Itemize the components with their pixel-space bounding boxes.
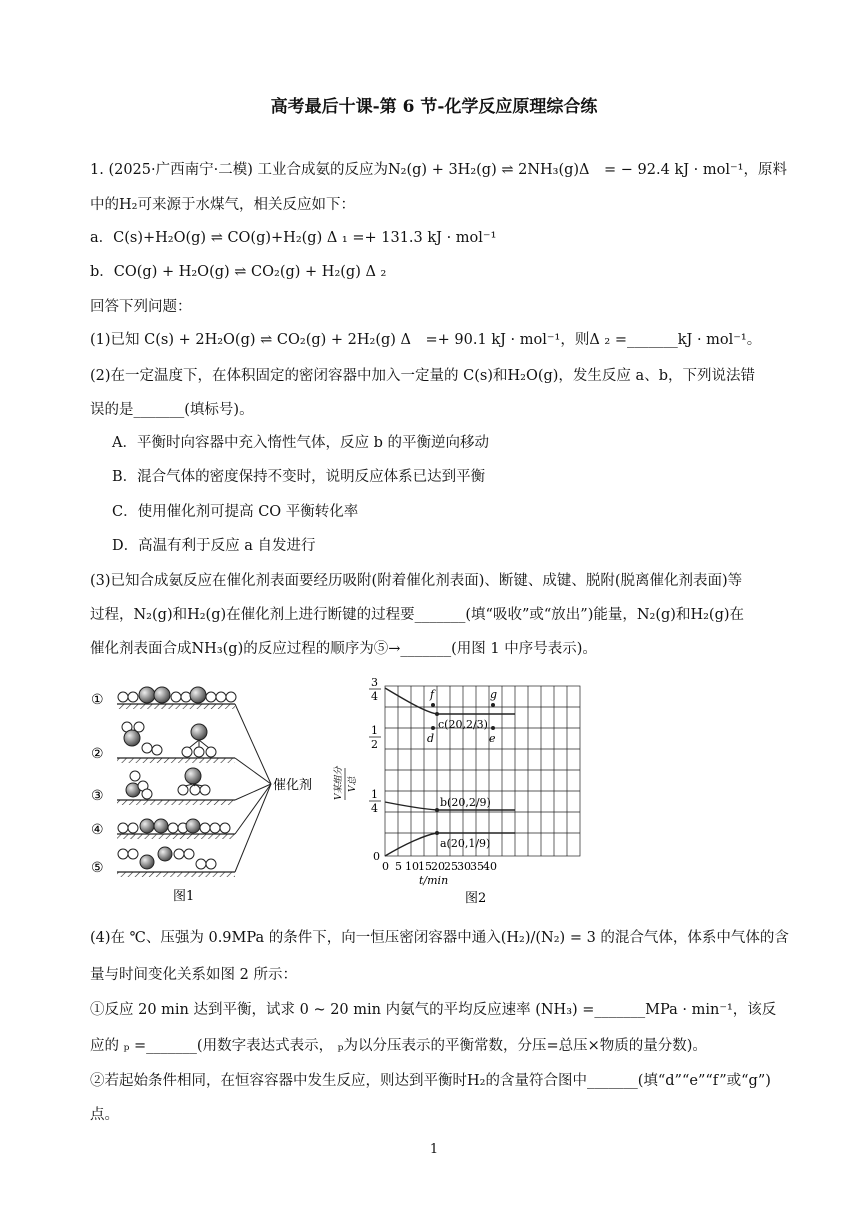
y-tick-1-4-num: 1 xyxy=(371,788,378,801)
step-label-4: ④ xyxy=(91,822,104,838)
part3-line2: 过程，N₂(g)和H₂(g)在催化剂上进行断键的过程要_______(填“吸收”或“放出”)能量，N₂(g)和H₂(g)在 xyxy=(90,607,745,623)
x-tick: 0 xyxy=(382,860,389,873)
grid xyxy=(385,686,580,856)
label-g: g xyxy=(490,688,498,701)
label-b: b(20,2/9) xyxy=(440,796,491,809)
step-label-2: ② xyxy=(91,746,104,762)
label-e: e xyxy=(489,732,496,745)
part3-line1: (3)已知合成氨反应在催化剂表面要经历吸附(附着催化剂表面)、断键、成键、脱附(脱离催化剂表面)等 xyxy=(90,573,743,589)
row4-molecules xyxy=(118,819,230,833)
x-tick: 35 xyxy=(470,860,484,873)
part4-q2-line1: ②若起始条件相同，在恒容容器中发生反应，则达到平衡时H₂的含量符合图中_______(填“d”“e”“f”或“g”) xyxy=(90,1073,771,1089)
y-tick-3-4-num: 3 xyxy=(371,676,378,689)
part4-q1-line1: ①反应 20 min 达到平衡，试求 0 ~ 20 min 内氨气的平均反应速率 (NH₃) =_______MPa · min⁻¹，该反 xyxy=(90,1002,777,1018)
x-ticks xyxy=(382,860,497,873)
label-f: f xyxy=(430,688,435,701)
point-a xyxy=(435,831,439,835)
part4-q2-line2: 点。 xyxy=(90,1107,119,1123)
step-label-1: ① xyxy=(91,692,104,708)
x-tick: 15 xyxy=(418,860,432,873)
point-c xyxy=(435,712,439,716)
label-d: d xyxy=(427,732,435,745)
y-tick-1-2-den: 2 xyxy=(371,738,378,751)
part4-line2: 量与时间变化关系如图 2 所示： xyxy=(90,967,297,983)
row1-molecules xyxy=(118,687,236,703)
figure1-caption: 图1 xyxy=(173,889,195,902)
page-number: 1 xyxy=(429,1142,439,1157)
label-a: a(20,1/9) xyxy=(440,837,491,850)
x-tick: 20 xyxy=(431,860,445,873)
label-c: c(20,2/3) xyxy=(438,718,488,731)
answer-prompt: 回答下列问题： xyxy=(90,299,192,315)
point-b xyxy=(435,808,439,812)
row5-molecules xyxy=(118,847,216,869)
option-d: D．高温有利于反应 a 自发进行 xyxy=(112,538,316,554)
x-tick: 25 xyxy=(444,860,458,873)
row2-molecules xyxy=(122,722,216,757)
part4-line1: (4)在 ℃、压强为 0.9MPa 的条件下，向一恒压密闭容器中通入(H₂)/(N₂) = 3 的混合气体，体系中气体的含 xyxy=(90,930,789,946)
step-label-5: ⑤ xyxy=(91,860,104,876)
catalyst-label: 催化剂 xyxy=(273,778,313,793)
point-f xyxy=(431,703,435,707)
x-tick: 5 xyxy=(395,860,402,873)
part4-q1-line2: 应的 ₚ =_______(用数字表达式表示， ₚ为以分压表示的平衡常数，分压=总压×物质的量分数)。 xyxy=(90,1038,707,1054)
y-label-denominator: V总 xyxy=(348,776,358,792)
x-axis-label: t/min xyxy=(419,874,449,887)
point-d xyxy=(431,726,435,730)
x-tick: 40 xyxy=(483,860,497,873)
part1: (1)已知 C(s) + 2H₂O(g) ⇌ CO₂(g) + 2H₂(g) Δ =+ 90.1 kJ · mol⁻¹，则Δ ₂ =_______kJ · mol⁻¹。 xyxy=(90,332,762,348)
y-tick-1-2-num: 1 xyxy=(371,724,378,737)
row3-molecules xyxy=(126,768,210,799)
reaction-a: a．C(s)+H₂O(g) ⇌ CO(g)+H₂(g) Δ ₁ =+ 131.3 kJ · mol⁻¹ xyxy=(90,230,497,246)
q1-intro-line1: 1. (2025·广西南宁·二模) 工业合成氨的反应为N₂(g) + 3H₂(g) ⇌ 2NH₃(g)Δ = − 92.4 kJ · mol⁻¹，原料 xyxy=(90,162,787,178)
point-g xyxy=(491,703,495,707)
part2-line2: 误的是_______(填标号)。 xyxy=(90,402,254,418)
catalyst-leader-lines xyxy=(235,704,271,872)
option-c: C．使用催化剂可提高 CO 平衡转化率 xyxy=(112,504,359,520)
y-tick-1-4-den: 4 xyxy=(371,802,378,815)
q1-intro-line2: 中的H₂可来源于水煤气，相关反应如下： xyxy=(90,197,355,213)
figure2-caption: 图2 xyxy=(465,891,487,906)
option-b: B．混合气体的密度保持不变时，说明反应体系已达到平衡 xyxy=(112,469,486,485)
y-label-numerator: V某组分 xyxy=(334,766,344,800)
reaction-b: b．CO(g) + H₂O(g) ⇌ CO₂(g) + H₂(g) Δ ₂ xyxy=(90,264,387,280)
option-a: A．平衡时向容器中充入惰性气体，反应 b 的平衡逆向移动 xyxy=(112,435,489,451)
y-tick-0: 0 xyxy=(373,850,380,863)
page-title: 高考最后十课-第 6 节-化学反应原理综合练 xyxy=(270,97,598,117)
point-e xyxy=(491,726,495,730)
x-tick: 30 xyxy=(457,860,471,873)
part3-line3: 催化剂表面合成NH₃(g)的反应过程的顺序为⑤→_______(用图 1 中序号表示)。 xyxy=(90,641,597,657)
step-label-3: ③ xyxy=(91,788,104,804)
figure2-chart xyxy=(325,672,585,907)
figure1-adsorption-diagram xyxy=(85,672,365,902)
y-tick-3-4-den: 4 xyxy=(371,690,378,703)
part2-line1: (2)在一定温度下，在体积固定的密闭容器中加入一定量的 C(s)和H₂O(g)，发生反应 a、b，下列说法错 xyxy=(90,368,755,384)
x-tick: 10 xyxy=(405,860,419,873)
